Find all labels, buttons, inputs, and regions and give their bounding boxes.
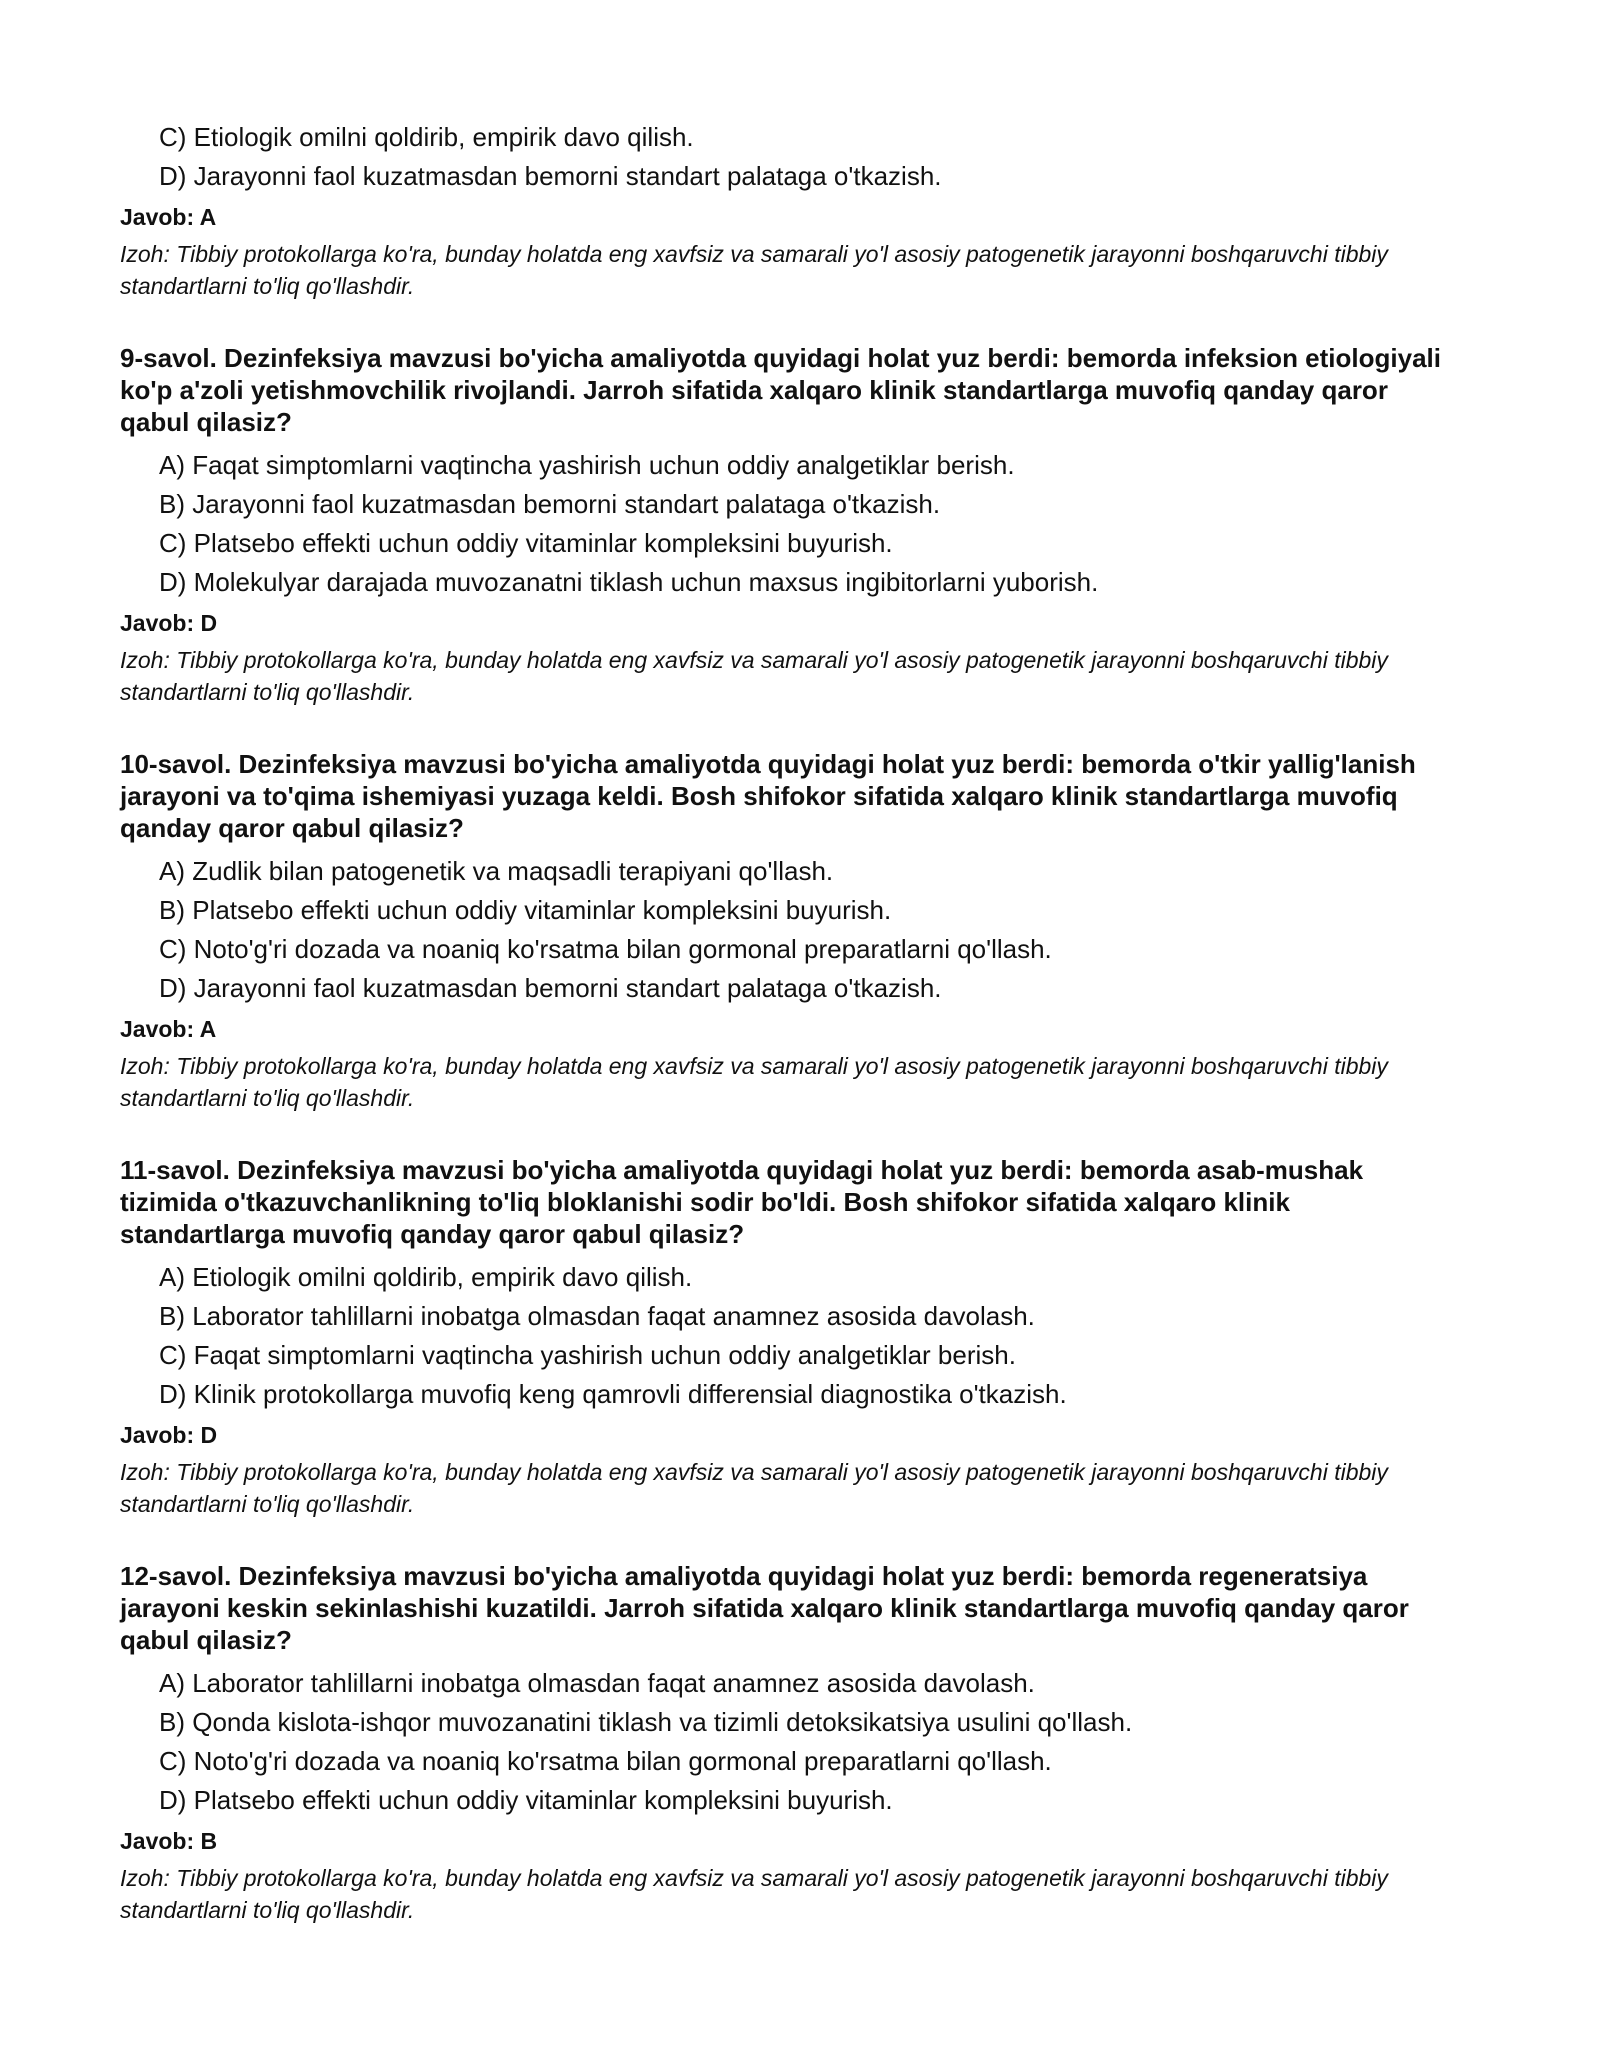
option-b: B) Laborator tahlillarni inobatga olmasdan faqat anamnez asosida davolash.: [159, 1301, 1035, 1331]
explanation-note: Izoh: Tibbiy protokollarga ko'ra, bunday holatda eng xavfsiz va samarali yo'l asosiy patogenetik jarayonni boshqaruvchi tibbiy standartlarni to'liq qo'llashdir.: [120, 241, 1388, 299]
document-page: [120, 118, 1450, 1926]
option-d: D) Platsebo effekti uchun oddiy vitaminlar kompleksini buyurish.: [159, 1785, 893, 1815]
option-a: A) Zudlik bilan patogenetik va maqsadli terapiyani qo'llash.: [159, 856, 834, 886]
explanation-note: Izoh: Tibbiy protokollarga ko'ra, bunday holatda eng xavfsiz va samarali yo'l asosiy patogenetik jarayonni boshqaruvchi tibbiy standartlarni to'liq qo'llashdir.: [120, 1865, 1388, 1923]
explanation-note: Izoh: Tibbiy protokollarga ko'ra, bunday holatda eng xavfsiz va samarali yo'l asosiy patogenetik jarayonni boshqaruvchi tibbiy standartlarni to'liq qo'llashdir.: [120, 1459, 1388, 1517]
option-c: C) Etiologik omilni qoldirib, empirik davo qilish.: [159, 122, 694, 152]
answer-label: Javob: A: [120, 204, 217, 230]
option-d: D) Molekulyar darajada muvozanatni tiklash uchun maxsus ingibitorlarni yuborish.: [159, 567, 1099, 597]
option-d: D) Klinik protokollarga muvofiq keng qamrovli differensial diagnostika o'tkazish.: [159, 1379, 1067, 1409]
options-list: [120, 446, 1450, 602]
question-8-continuation: [120, 118, 1450, 302]
option-a: A) Etiologik omilni qoldirib, empirik davo qilish.: [159, 1262, 693, 1292]
option-d: D) Jarayonni faol kuzatmasdan bemorni standart palataga o'tkazish.: [159, 973, 942, 1003]
answer-label: Javob: B: [120, 1828, 218, 1854]
question-title: 12-savol. Dezinfeksiya mavzusi bo'yicha amaliyotda quyidagi holat yuz berdi: bemorda regeneratsiya jarayoni keskin sekinlashishi kuzatildi. Jarroh sifatida xalqaro klinik standartlarga muvofiq qanday qaror qabul qilasiz?: [120, 1561, 1409, 1655]
option-b: B) Qonda kislota-ishqor muvozanatini tiklash va tizimli detoksikatsiya usulini qo'llash.: [159, 1707, 1133, 1737]
question-title: 9-savol. Dezinfeksiya mavzusi bo'yicha amaliyotda quyidagi holat yuz berdi: bemorda infeksion etiologiyali ko'p a'zoli yetishmovchilik rivojlandi. Jarroh sifatida xalqaro klinik standartlarga muvofiq qanday qaror qabul qilasiz?: [120, 343, 1441, 437]
options-list: [120, 852, 1450, 1008]
answer-label: Javob: D: [120, 610, 218, 636]
option-c: C) Faqat simptomlarni vaqtincha yashirish uchun oddiy analgetiklar berish.: [159, 1340, 1016, 1370]
question-title: 11-savol. Dezinfeksiya mavzusi bo'yicha amaliyotda quyidagi holat yuz berdi: bemorda asab-mushak tizimida o'tkazuvchanlikning to'liq bloklanishi sodir bo'ldi. Bosh shifokor sifatida xalqaro klinik standartlarga muvofiq qanday qaror qabul qilasiz?: [120, 1155, 1364, 1249]
option-c: C) Noto'g'ri dozada va noaniq ko'rsatma bilan gormonal preparatlarni qo'llash.: [159, 934, 1052, 964]
options-list: [120, 1258, 1450, 1414]
question-12: [120, 1560, 1450, 1926]
answer-label: Javob: D: [120, 1422, 218, 1448]
question-10: [120, 748, 1450, 1114]
question-title: 10-savol. Dezinfeksiya mavzusi bo'yicha amaliyotda quyidagi holat yuz berdi: bemorda o'tkir yallig'lanish jarayoni va to'qima ishemiyasi yuzaga keldi. Bosh shifokor sifatida xalqaro klinik standartlarga muvofiq qanday qaror qabul qilasiz?: [120, 749, 1416, 843]
options-list: [120, 1664, 1450, 1820]
explanation-note: Izoh: Tibbiy protokollarga ko'ra, bunday holatda eng xavfsiz va samarali yo'l asosiy patogenetik jarayonni boshqaruvchi tibbiy standartlarni to'liq qo'llashdir.: [120, 1053, 1388, 1111]
answer-label: Javob: A: [120, 1016, 217, 1042]
option-b: B) Platsebo effekti uchun oddiy vitaminlar kompleksini buyurish.: [159, 895, 892, 925]
option-b: B) Jarayonni faol kuzatmasdan bemorni standart palataga o'tkazish.: [159, 489, 941, 519]
option-a: A) Laborator tahlillarni inobatga olmasdan faqat anamnez asosida davolash.: [159, 1668, 1035, 1698]
question-9: [120, 342, 1450, 708]
option-c: C) Noto'g'ri dozada va noaniq ko'rsatma bilan gormonal preparatlarni qo'llash.: [159, 1746, 1052, 1776]
option-d: D) Jarayonni faol kuzatmasdan bemorni standart palataga o'tkazish.: [159, 161, 942, 191]
question-11: [120, 1154, 1450, 1520]
option-a: A) Faqat simptomlarni vaqtincha yashirish uchun oddiy analgetiklar berish.: [159, 450, 1015, 480]
option-c: C) Platsebo effekti uchun oddiy vitaminlar kompleksini buyurish.: [159, 528, 893, 558]
explanation-note: Izoh: Tibbiy protokollarga ko'ra, bunday holatda eng xavfsiz va samarali yo'l asosiy patogenetik jarayonni boshqaruvchi tibbiy standartlarni to'liq qo'llashdir.: [120, 647, 1388, 705]
options-list: [120, 118, 1450, 196]
